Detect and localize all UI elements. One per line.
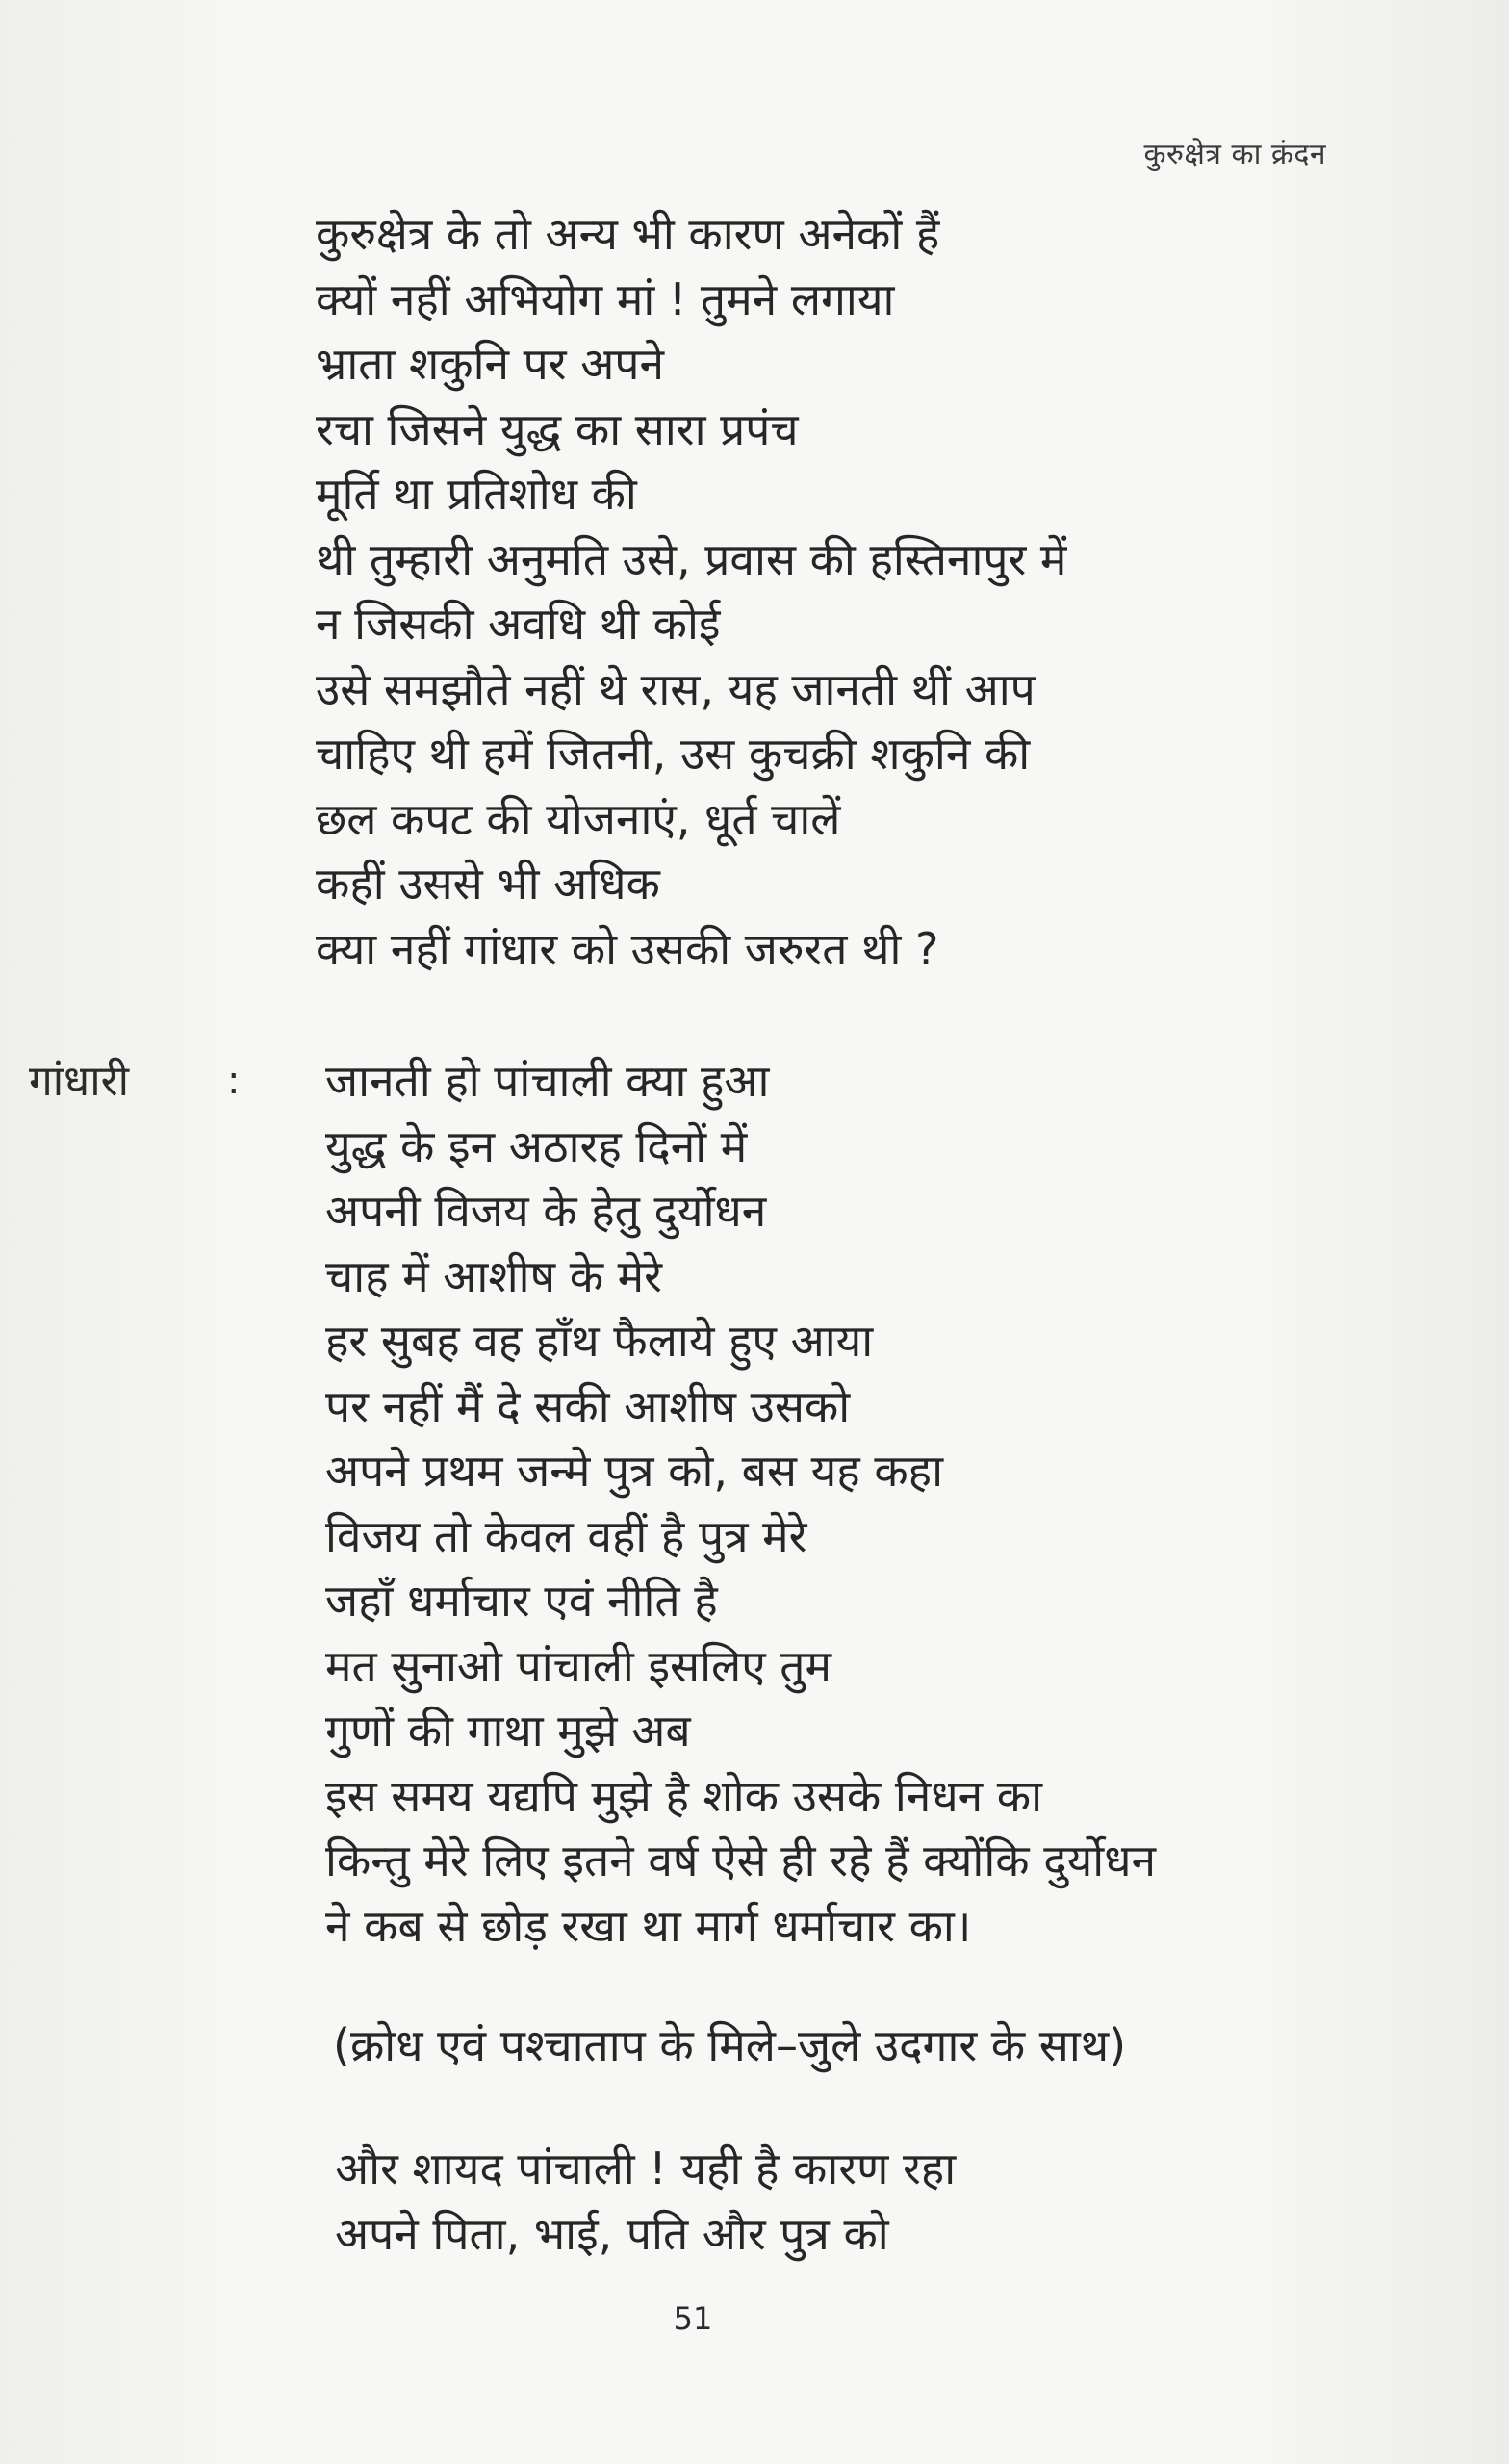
verse-block-3 — [335, 2137, 956, 2267]
verse-line: छल कपट की योजनाएं, धूर्त चालें — [316, 792, 841, 845]
verse-line: अपनी विजय के हेतु दुर्योधन — [325, 1185, 767, 1237]
verse-line: और शायद पांचाली ! यही है कारण रहा — [335, 2143, 957, 2194]
verse-line: जानती हो पांचाली क्या हुआ — [325, 1055, 770, 1107]
verse-line: युद्ध के इन अठारह दिनों में — [325, 1119, 748, 1172]
verse-line: चाह में आशीष के मेरे — [325, 1249, 662, 1302]
verse-line: जहाँ धर्माचार एवं नीति है — [325, 1575, 718, 1627]
verse-line: अपने प्रथम जन्मे पुत्र को, बस यह कहा — [325, 1445, 944, 1497]
page-number: 51 — [673, 2300, 713, 2337]
verse-line: न जिसकी अवधि थी कोई — [316, 598, 721, 650]
verse-line: अपने पिता, भाई, पति और पुत्र को — [335, 2207, 889, 2260]
verse-line: हर सुबह वह हाँथ फैलाये हुए आया — [325, 1315, 874, 1367]
verse-block-2 — [325, 1049, 1156, 1959]
verse-block-1 — [316, 202, 1066, 982]
speaker-name: गांधारी — [29, 1057, 130, 1106]
verse-line: किन्तु मेरे लिए इतने वर्ष ऐसे ही रहे हैं क्योंकि दुर्योधन — [325, 1835, 1157, 1886]
verse-line: उसे समझौते नहीं थे रास, यह जानती थीं आप — [316, 662, 1036, 715]
verse-line: ने कब से छोड़ रखा था मार्ग धर्माचार का। — [325, 1899, 972, 1952]
verse-line: कहीं उससे भी अधिक — [316, 858, 660, 910]
verse-line: क्यों नहीं अभियोग मां ! तुमने लगाया — [316, 272, 895, 325]
running-header: कुरुक्षेत्र का क्रंदन — [1143, 138, 1326, 171]
verse-line: मूर्ति था प्रतिशोध की — [316, 468, 637, 520]
speaker-separator: : — [227, 1059, 241, 1103]
verse-line: मत सुनाओ पांचाली इसलिए तुम — [325, 1639, 832, 1692]
verse-line: कुरुक्षेत्र के तो अन्य भी कारण अनेकों हैं — [316, 208, 940, 260]
verse-line: पर नहीं मैं दे सकी आशीष उसको — [325, 1379, 851, 1432]
verse-line: क्या नहीं गांधार को उसकी जरुरत थी ? — [316, 922, 939, 975]
verse-line: विजय तो केवल वहीं है पुत्र मेरे — [325, 1509, 807, 1562]
verse-line: रचा जिसने युद्ध का सारा प्रपंच — [316, 402, 799, 455]
verse-line: भ्राता शकुनि पर अपने — [316, 338, 665, 390]
verse-line: इस समय यद्यपि मुझे है शोक उसके निधन का — [325, 1769, 1043, 1822]
verse-line: गुणों की गाथा मुझे अब — [325, 1705, 691, 1757]
stage-direction: (क्रोध एवं पश्चाताप के मिले–जुले उदगार के साथ) — [333, 2019, 1127, 2071]
verse-line: थी तुम्हारी अनुमति उसे, प्रवास की हस्तिनापुर में — [316, 532, 1067, 585]
verse-line: चाहिए थी हमें जितनी, उस कुचक्री शकुनि की — [316, 728, 1031, 780]
